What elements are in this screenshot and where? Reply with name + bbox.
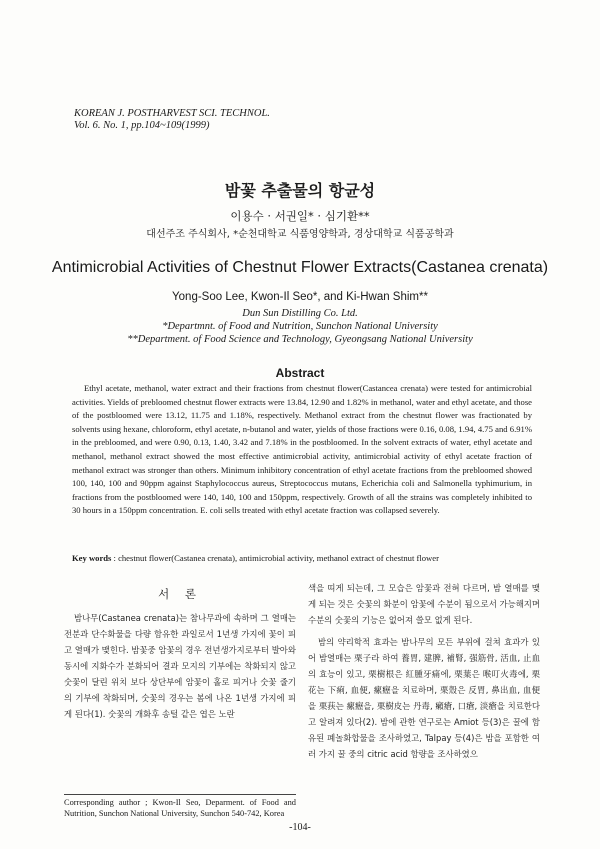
korean-authors: 이용수 · 서권일* · 심기환**: [230, 209, 370, 223]
korean-affiliation: 대선주조 주식회사, *순천대학교 식품영양학과, 경상대학교 식품공학과: [146, 229, 454, 240]
footnote-divider: [64, 794, 296, 795]
journal-header: [74, 108, 270, 132]
keywords-text: : chestnut flower(Castanea crenata), antimicrobial activity, methanol extract of chestnut flower: [111, 553, 439, 563]
body-left-column: [64, 580, 296, 724]
journal-volume: Vol. 6. No. 1, pp.104~109(1999): [74, 120, 210, 131]
intro-paragraph-1: 밤나무(Castanea crenata)는 참나무과에 속하며 그 열매는 전분과 단수화물을 다량 함유한 과일로서 1년생 가지에 꽃이 피고 열매가 맺힌다. 밤꽃중 암꽃의 경우 전년생가지로부터 발아와 동시에 지화수가 분화되어 결과 모지의 기부에는 착화되지 않고 숫꽃이 달린 위치 보다 상단부에 암꽃이 홀로 피거나 숫꽃 줄기의 기부에 착화되며, 숫꽃의 경우는 봄에 나온 1년생 가지에 피게 된다(1). 숫꽃의 개화후 송털 같은 엽은 노란: [64, 613, 296, 719]
keywords: [72, 553, 537, 563]
journal-name: KOREAN J. POSTHARVEST SCI. TECHNOL.: [74, 108, 270, 119]
corresponding-author-footnote: Corresponding author ; Kwon-Il Seo, Deparment. of Food and Nutrition, Sunchon National University, Sunchon 540-742, Korea: [64, 798, 296, 818]
body-right-column: [308, 580, 540, 764]
abstract-text: Ethyl acetate, methanol, water extract and their fractions from chestnut flower(Castancea crenata) were tested for antimicrobial activities. Yields of prebloomed chestnut flower extracts were 13.84, 12.90 and 1.82% in methanol, water and ethyl acetate, and those of the postbloomed were 13.12, 11.75 and 1.18%, respectively. Methanol extract from the chestnut flower was fractionated by solvents using hexane, chloroform, ethyl acetate, n-butanol and water, yields of those fractions were 0.16, 0.08, 1.94, 4.75 and 6.91% in the prebloomed, and were 0.90, 0.13, 1.40, 3.42 and 7.18% in the postbloomed. In the solvent extracts of water, ethyl acetate and methanol, methanol extract showed the most effective antimicrobial activity, antimicrobial activity of ethyl acetate fraction of methanol extract was stronger than others. Minimum inhibitory concentration of ethyl acetate fractions from the prebloomed showed 100, 140, 100 and 90ppm against Staphylococcus aureus, Streptococcus mutans, Echerichia coli and Salmonella typhimurium, in fractions from the postbloomed were 140, 140, 100 and 150ppm, respectively. Growth of all the strains was completely inhibited to 30 hours in a 150ppm concentration. E. coli sells treated with ethyl acetate fraction was collapsed severely.: [72, 383, 532, 516]
affiliation-3: **Department. of Food Science and Technology, Gyeongsang National University: [127, 334, 473, 345]
keywords-label: Key words: [72, 553, 112, 563]
affiliation-1: Dun Sun Distilling Co. Ltd.: [242, 308, 358, 319]
intro-paragraph-2: 색을 띠게 되는데, 그 모습은 암꽃과 전혀 다르며, 밤 열매를 맺게 되는 것은 숫꽃의 화분이 암꽃에 수분이 됨으로서 가능해지며 수분의 숫꽃의 기능은 없어져 쓸모 없게 된다.: [308, 583, 540, 625]
abstract-heading: Abstract: [275, 366, 325, 380]
korean-title: 밤꽃 추출물의 항균성: [224, 181, 376, 200]
affiliation-2: *Departmnt. of Food and Nutrition, Sunchon National University: [162, 321, 438, 332]
english-title: Antimicrobial Activities of Chestnut Flower Extracts(Castanea crenata): [51, 259, 549, 276]
page-number: -104-: [289, 822, 311, 833]
english-authors: Yong-Soo Lee, Kwon-Il Seo*, and Ki-Hwan Shim**: [172, 291, 428, 303]
intro-paragraph-3: 밤의 약리학적 효과는 밤나무의 모든 부위에 걸쳐 효과가 있어 밤열매는 栗子라 하여 養胃, 建脾, 補腎, 强筋骨, 活血, 止血의 효능이 있고, 栗樹根은 紅腫牙痛에, 栗葉은 喉叮火毒에, 栗花는 下痢, 血便, 瘰癧을 치료하며, 栗殼은 反胃, 鼻出血, 血便을 栗荴는 瘰癧을, 栗樹皮는 丹毒, 癩瘡, 口瘡, 淡瘡을 치료한다고 알려져 있다(2). 밤에 관한 연구로는 Amiot 등(3)은 꿀에 함유된 폐놀화합물을 조사하였고, Talpay 등(4)은 밤을 포함한 여러 가지 꿀 중의 citric acid 함량을 조사하였으: [308, 637, 540, 759]
section-heading: 서 론: [158, 587, 202, 601]
english-affiliations: [0, 307, 600, 346]
